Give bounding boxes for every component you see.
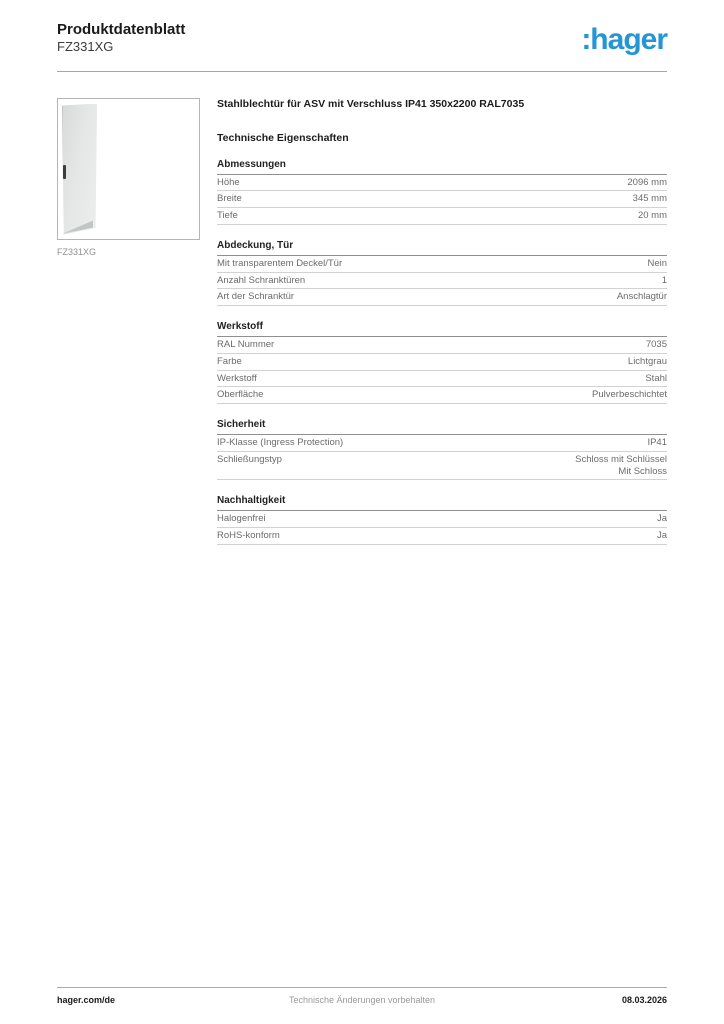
door-handle: [63, 165, 66, 179]
spec-row: [217, 387, 667, 404]
spec-value-line-1: Schloss mit Schlüssel: [575, 453, 667, 465]
spec-value: Ja: [656, 512, 667, 524]
spec-value: [575, 454, 667, 478]
spec-label: Anzahl Schranktüren: [217, 274, 306, 286]
spec-value: Stahl: [645, 372, 667, 384]
spec-value: Nein: [647, 257, 667, 269]
spec-row: [217, 191, 667, 208]
spec-label: IP-Klasse (Ingress Protection): [217, 436, 344, 448]
spec-row: [217, 511, 667, 528]
spec-row: [217, 435, 667, 452]
product-image-caption: FZ331XG: [57, 246, 97, 257]
spec-value: 345 mm: [632, 193, 667, 205]
spec-label: Farbe: [217, 355, 242, 367]
footer-website: hager.com/de: [57, 995, 116, 1005]
section-abmessungen: [217, 159, 667, 225]
spec-value-line-2: Mit Schloss: [618, 465, 667, 477]
main-content: [57, 98, 667, 545]
product-image: [57, 98, 200, 240]
section-title: Abdeckung, Tür: [217, 240, 667, 256]
spec-value: 1: [661, 274, 667, 286]
spec-row: [217, 289, 667, 306]
product-image-column: [57, 98, 200, 257]
spec-label: Oberfläche: [217, 389, 264, 401]
spec-value: Ja: [656, 529, 667, 541]
section-sicherheit: [217, 419, 667, 480]
spec-row: [217, 256, 667, 273]
spec-value: 2096 mm: [627, 176, 667, 188]
spec-label: Werkstoff: [217, 372, 257, 384]
spec-label: Mit transparentem Deckel/Tür: [217, 257, 343, 269]
product-code: FZ331XG: [57, 39, 114, 55]
spec-value: 20 mm: [637, 210, 667, 222]
spec-label: Höhe: [217, 176, 240, 188]
product-name: Stahlblechtür für ASV mit Verschluss IP41 350x2200 RAL7035: [217, 97, 525, 110]
spec-row: [217, 273, 667, 290]
spec-label: RAL Nummer: [217, 338, 275, 350]
document-title: Produktdatenblatt: [57, 21, 186, 38]
spec-row: [217, 452, 667, 481]
spec-row: [217, 528, 667, 545]
section-title: Werkstoff: [217, 321, 667, 337]
footer-notice: Technische Änderungen vorbehalten: [288, 995, 436, 1005]
page-footer: [57, 987, 667, 1005]
tech-properties-heading: Technische Eigenschaften: [217, 132, 349, 145]
page-header: [57, 0, 667, 56]
spec-column: [217, 98, 667, 545]
section-title: Sicherheit: [217, 419, 667, 435]
header-titles: [57, 21, 185, 56]
spec-label: Halogenfrei: [217, 512, 266, 524]
spec-row: [217, 337, 667, 354]
spec-row: [217, 371, 667, 388]
section-nachhaltigkeit: [217, 495, 667, 544]
hager-logo: :hager: [581, 23, 667, 56]
spec-label: Breite: [217, 193, 242, 205]
spec-row: [217, 354, 667, 371]
spec-label: Tiefe: [217, 210, 238, 222]
door-illustration: [62, 104, 97, 235]
footer-date: 08.03.2026: [621, 995, 667, 1005]
spec-label: Schließungstyp: [217, 453, 282, 465]
spec-row: [217, 175, 667, 192]
spec-value: 7035: [645, 338, 667, 350]
section-title: Abmessungen: [217, 159, 667, 175]
footer-content: [57, 995, 667, 1005]
spec-row: [217, 208, 667, 225]
spec-value: Lichtgrau: [627, 355, 667, 367]
section-abdeckung-tuer: [217, 240, 667, 306]
spec-value: Anschlagtür: [616, 291, 667, 303]
spec-label: RoHS-konform: [217, 529, 280, 541]
section-werkstoff: [217, 321, 667, 404]
header-divider: [57, 71, 667, 72]
section-title: Nachhaltigkeit: [217, 495, 667, 511]
spec-label: Art der Schranktür: [217, 291, 295, 303]
spec-value: IP41: [647, 436, 667, 448]
spec-value: Pulverbeschichtet: [592, 389, 667, 401]
